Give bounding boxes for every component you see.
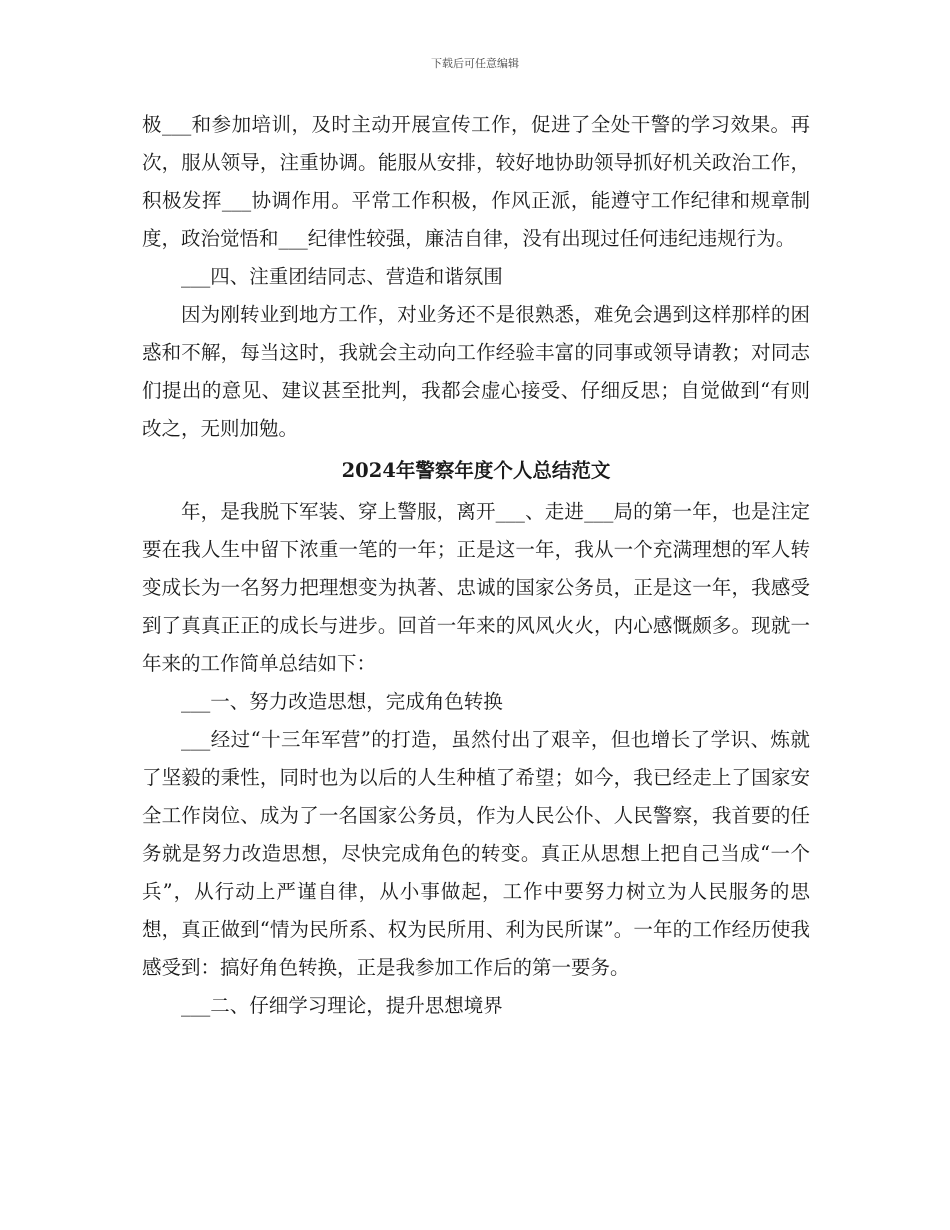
section-heading-one: ___一、努力改造思想，完成角色转换 (181, 690, 503, 713)
paragraph-role-change: ___经过“十三年军营”的打造，虽然付出了艰辛，但也增长了学识、炼就了坚毅的秉性，同时也为以后的人生种植了希望；如今，我已经走上了国家安全工作岗位、成为了一名国家公务员，作为人民公仆、人民警察，我首要的任务就是努力改造思想，尽快完成角色的转变。真正从思想上把自己当成“一个兵”，从行动上严谨自律，从小事做起，工作中要努力树立为人民服务的思想，真正做到“情为民所系、权为民所用、利为民所谋”。一年的工作经历使我感受到：搞好角色转换，正是我参加工作后的第一要务。 (142, 728, 810, 979)
section-heading-four: ___四、注重团结同志、营造和谐氛围 (181, 265, 503, 288)
paragraph-intro: 年，是我脱下军装、穿上警服，离开___、走进___局的第一年，也是注定要在我人生中留下浓重一笔的一年；正是这一年，我从一个充满理想的军人转变成长为一名努力把理想变为执著、忠诚的国家公务员，正是这一年，我感受到了真真正正的成长与进步。回首一年来的风风火火，内心感慨颇多。现就一年来的工作简单总结如下： (142, 500, 810, 675)
paragraph-continued: 极___和参加培训，及时主动开展宣传工作，促进了全处干警的学习效果。再次，服从领导，注重协调。能服从安排，较好地协助领导抓好机关政治工作，积极发挥___协调作用。平常工作积极，作风正派，能遵守工作纪律和规章制度，政治觉悟和___纪律性较强，廉洁自律，没有出现过任何违纪违规行为。 (142, 113, 810, 250)
section-heading-two: ___二、仔细学习理论，提升思想境界 (181, 994, 503, 1017)
paragraph-unity: 因为刚转业到地方工作，对业务还不是很熟悉，难免会遇到这样那样的困惑和不解，每当这时，我就会主动向工作经验丰富的同事或领导请教；对同志们提出的意见、建议甚至批判，我都会虚心接受、仔细反思；自觉做到“有则改之，无则加勉。 (142, 303, 810, 440)
document-title: 2024年警察年度个人总结范文 (341, 459, 611, 482)
page-header-note: 下载后可任意编辑 (431, 57, 519, 70)
document-body (142, 106, 810, 1025)
